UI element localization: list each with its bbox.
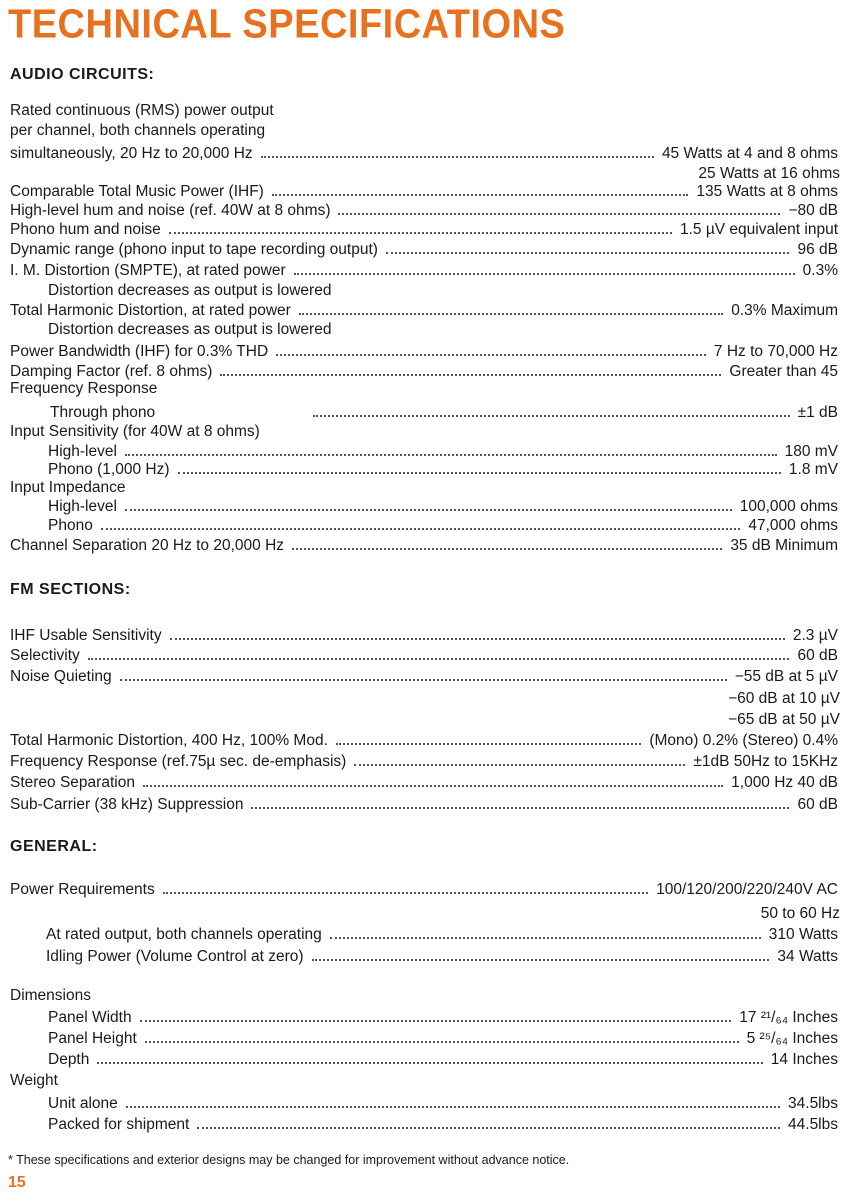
leader-dots	[120, 679, 727, 681]
spec-packed-weight	[48, 1115, 838, 1135]
spec-label: simultaneously, 20 Hz to 20,000 Hz	[10, 145, 253, 162]
spec-value: 34 Watts	[777, 948, 838, 965]
leader-dots	[312, 959, 770, 961]
leader-dots	[125, 509, 732, 511]
leader-dots	[354, 764, 685, 766]
leader-dots	[299, 313, 723, 315]
spec-fm-selectivity	[10, 646, 838, 666]
leader-dots	[197, 1127, 780, 1129]
spec-label: Dynamic range (phono input to tape recording output)	[10, 241, 378, 258]
leader-dots	[292, 548, 722, 550]
fm-heading: FM SECTIONS:	[10, 581, 131, 598]
spec-dynamic-range	[10, 240, 838, 260]
spec-value: 5 ²⁵/₆₄ Inches	[746, 1030, 838, 1047]
spec-value: 0.3%	[802, 262, 838, 279]
spec-label: High-level hum and noise (ref. 40W at 8 ohms)	[10, 202, 331, 219]
leader-dots	[169, 232, 672, 234]
im-note: Distortion decreases as output is lowered	[48, 282, 332, 299]
spec-label: Unit alone	[48, 1095, 118, 1112]
spec-value: 1.8 mV	[788, 461, 838, 478]
spec-value: 135 Watts at 8 ohms	[696, 183, 838, 200]
spec-value-cont: 50 to 60 Hz	[760, 905, 840, 922]
spec-label: Frequency Response (ref.75µ sec. de-emphasis)	[10, 753, 347, 770]
spec-label: Packed for shipment	[48, 1116, 190, 1133]
imp-heading: Input Impedance	[10, 479, 126, 496]
thd-note: Distortion decreases as output is lowered	[48, 321, 332, 338]
leader-dots	[126, 1106, 780, 1108]
leader-dots	[178, 472, 781, 474]
leader-dots	[140, 1020, 732, 1022]
spec-music-power	[10, 182, 838, 202]
page-number: 15	[8, 1174, 26, 1191]
leader-dots	[170, 638, 785, 640]
page-title: TECHNICAL SPECIFICATIONS	[8, 2, 566, 48]
spec-label: Damping Factor (ref. 8 ohms)	[10, 363, 213, 380]
spec-value: 60 dB	[797, 796, 838, 813]
spec-label: Panel Width	[48, 1009, 132, 1026]
footnote: * These specifications and exterior designs may be changed for improvement without advance notice.	[8, 1153, 570, 1167]
spec-value-cont: −65 dB at 50 µV	[728, 711, 840, 728]
leader-dots	[276, 354, 706, 356]
leader-dots	[313, 415, 790, 417]
leader-dots	[125, 454, 777, 456]
spec-value: 1.5 µV equivalent input	[679, 221, 838, 238]
spec-rated-output	[46, 925, 838, 945]
weight-heading: Weight	[10, 1072, 58, 1089]
rated-line1: Rated continuous (RMS) power output	[10, 102, 274, 119]
spec-label: Sub-Carrier (38 kHz) Suppression	[10, 796, 244, 813]
spec-power-req	[10, 880, 838, 900]
spec-label: Phono (1,000 Hz)	[48, 461, 170, 478]
spec-fm-subcarrier	[10, 795, 838, 815]
leader-dots	[386, 252, 790, 254]
spec-label: IHF Usable Sensitivity	[10, 627, 162, 644]
spec-hum-noise	[10, 201, 838, 221]
spec-value: 47,000 ohms	[748, 517, 838, 534]
spec-value: 2.3 µV	[792, 627, 838, 644]
general-heading: GENERAL:	[10, 838, 98, 855]
spec-freq-phono	[50, 403, 838, 423]
spec-value-cont: −60 dB at 10 µV	[728, 690, 840, 707]
spec-depth	[48, 1050, 838, 1070]
spec-label: Power Requirements	[10, 881, 155, 898]
spec-value: 100,000 ohms	[739, 498, 838, 515]
spec-value: Greater than 45	[729, 363, 838, 380]
leader-dots	[163, 892, 648, 894]
spec-label: Depth	[48, 1051, 90, 1068]
spec-im-distortion	[10, 261, 838, 281]
spec-value: ±1dB 50Hz to 15KHz	[693, 753, 838, 770]
spec-rated-power	[10, 144, 838, 164]
leader-dots	[143, 785, 723, 787]
spec-fm-sensitivity	[10, 626, 838, 646]
spec-label: Comparable Total Music Power (IHF)	[10, 183, 264, 200]
leader-dots	[272, 194, 689, 196]
spec-label: Phono hum and noise	[10, 221, 161, 238]
spec-label: High-level	[48, 498, 117, 515]
spec-sens-high	[48, 442, 838, 462]
leader-dots	[294, 273, 795, 275]
spec-fm-freq-response	[10, 752, 838, 772]
spec-channel-sep	[10, 536, 838, 556]
spec-value: 17 ²¹/₆₄ Inches	[739, 1009, 838, 1026]
spec-value: 96 dB	[797, 241, 838, 258]
spec-value: 100/120/200/220/240V AC	[656, 881, 838, 898]
spec-label: High-level	[48, 443, 117, 460]
spec-imp-phono	[48, 516, 838, 536]
leader-dots	[338, 213, 780, 215]
leader-dots	[261, 156, 654, 158]
leader-dots	[220, 374, 721, 376]
spec-label: Noise Quieting	[10, 668, 112, 685]
freq-heading: Frequency Response	[10, 380, 158, 397]
spec-value: (Mono) 0.2% (Stereo) 0.4%	[649, 732, 838, 749]
spec-phono-hum	[10, 220, 838, 240]
spec-label: I. M. Distortion (SMPTE), at rated power	[10, 262, 286, 279]
spec-label: Power Bandwidth (IHF) for 0.3% THD	[10, 343, 269, 360]
spec-value: 34.5lbs	[788, 1095, 838, 1112]
leader-dots	[97, 1062, 762, 1064]
spec-value: 14 Inches	[770, 1051, 838, 1068]
spec-fm-stereo-sep	[10, 773, 838, 793]
spec-label: Total Harmonic Distortion, 400 Hz, 100% Mod.	[10, 732, 328, 749]
spec-value: ±1 dB	[797, 404, 838, 421]
spec-panel-height	[48, 1029, 838, 1049]
spec-value: 180 mV	[784, 443, 838, 460]
spec-power-bandwidth	[10, 342, 838, 362]
spec-value: 45 Watts at 4 and 8 ohms	[661, 145, 838, 162]
spec-label: Idling Power (Volume Control at zero)	[46, 948, 304, 965]
spec-thd	[10, 301, 838, 321]
spec-value: 44.5lbs	[788, 1116, 838, 1133]
spec-value: 310 Watts	[768, 926, 838, 943]
spec-label: Total Harmonic Distortion, at rated power	[10, 302, 291, 319]
spec-value: 1,000 Hz 40 dB	[731, 774, 838, 791]
leader-dots	[145, 1041, 739, 1043]
dim-heading: Dimensions	[10, 987, 91, 1004]
spec-idling-power	[46, 947, 838, 967]
spec-label: Panel Height	[48, 1030, 137, 1047]
spec-label: Channel Separation 20 Hz to 20,000 Hz	[10, 537, 285, 554]
spec-label: At rated output, both channels operating	[46, 926, 322, 943]
spec-imp-high	[48, 497, 838, 517]
sens-heading: Input Sensitivity (for 40W at 8 ohms)	[10, 423, 260, 440]
leader-dots	[101, 528, 741, 530]
spec-fm-thd	[10, 731, 838, 751]
spec-value: 60 dB	[797, 647, 838, 664]
spec-value: 7 Hz to 70,000 Hz	[713, 343, 838, 360]
spec-value: −55 dB at 5 µV	[734, 668, 838, 685]
spec-label: Stereo Separation	[10, 774, 135, 791]
spec-unit-weight	[48, 1094, 838, 1114]
spec-value: 35 dB Minimum	[730, 537, 838, 554]
spec-panel-width	[48, 1008, 838, 1028]
leader-dots	[330, 937, 761, 939]
spec-value-cont: 25 Watts at 16 ohms	[698, 165, 840, 182]
spec-label: Phono	[48, 517, 93, 534]
spec-value: −80 dB	[788, 202, 838, 219]
spec-sens-phono	[48, 460, 838, 480]
leader-dots	[88, 658, 790, 660]
audio-heading: AUDIO CIRCUITS:	[10, 66, 155, 83]
rated-line2: per channel, both channels operating	[10, 122, 266, 139]
leader-dots	[336, 743, 641, 745]
leader-dots	[251, 807, 789, 809]
spec-label: Through phono	[50, 404, 156, 421]
spec-fm-noise-quieting	[10, 667, 838, 687]
spec-value: 0.3% Maximum	[731, 302, 838, 319]
spec-label: Selectivity	[10, 647, 80, 664]
